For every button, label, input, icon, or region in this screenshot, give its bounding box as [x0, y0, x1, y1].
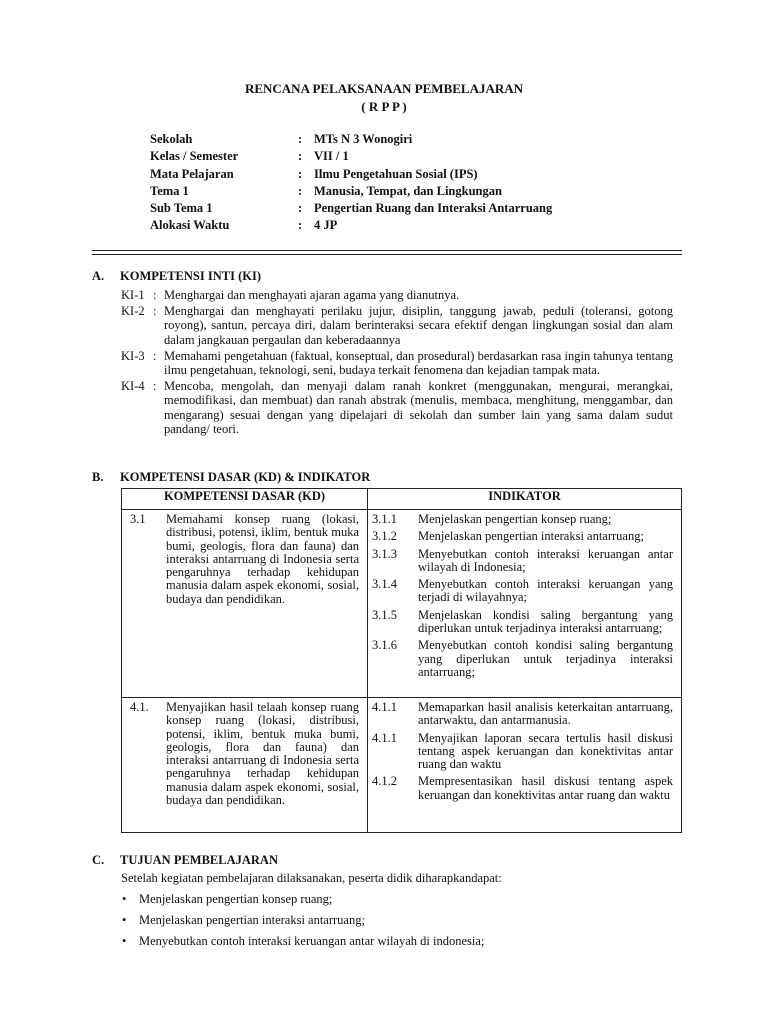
bullet-icon: • [122, 892, 127, 906]
indicator-code: 3.1.4 [372, 577, 397, 592]
identity-label: Tema 1 [150, 183, 189, 198]
indicator-code: 4.1.2 [372, 774, 397, 789]
colon: : [153, 303, 157, 318]
indicator-text: Menyebutkan contoh interaksi keruangan yang terjadi di wilayahnya; [418, 577, 673, 605]
tujuan-intro: Setelah kegiatan pembelajaran dilaksanakan, peserta didik diharapkandapat: [121, 871, 502, 885]
column-header-indikator: INDIKATOR [368, 489, 682, 510]
identity-value: MTs N 3 Wonogiri [314, 132, 413, 146]
indicator-text: Menjelaskan pengertian interaksi antarruang; [418, 529, 644, 544]
kd-indicator-table [121, 488, 682, 833]
colon: : [153, 348, 157, 363]
section-letter: B. [92, 470, 104, 484]
list-item-text: Menjelaskan pengertian konsep ruang; [139, 892, 333, 906]
indicator-item [372, 578, 673, 605]
indicator-text: Menyebutkan contoh interaksi keruangan antar wilayah di Indonesia; [418, 546, 673, 574]
identity-label: Kelas / Semester [150, 149, 239, 164]
indicator-item [372, 732, 673, 772]
identity-block [150, 131, 552, 235]
table-header-row [122, 489, 682, 510]
colon: : [153, 288, 157, 302]
colon: : [298, 149, 303, 164]
indicator-item [372, 530, 673, 543]
identity-row [150, 217, 552, 234]
identity-row [150, 131, 552, 148]
indicator-cell [368, 510, 682, 698]
divider-line [92, 254, 682, 255]
indicator-text: Menjelaskan pengertian konsep ruang; [418, 512, 612, 526]
indicator-item [372, 639, 673, 679]
ki-item [121, 349, 673, 378]
kd-code: 3.1 [130, 512, 146, 526]
section-letter: A. [92, 269, 105, 283]
section-b-heading [92, 470, 370, 485]
indicator-code: 3.1.5 [372, 607, 397, 622]
kd-cell [122, 698, 368, 833]
indicator-item [372, 513, 673, 526]
indicator-code: 4.1.1 [372, 730, 397, 745]
identity-value: Manusia, Tempat, dan Lingkungan [314, 183, 502, 198]
list-item-text: Menyebutkan contoh interaksi keruangan antar wilayah di indonesia; [139, 934, 485, 948]
indicator-text: Mempresentasikan hasil diskusi tentang aspek keruangan dan konektivitas antar ruang dan waktu [418, 774, 673, 802]
ki-item [121, 379, 673, 437]
section-title: KOMPETENSI INTI (KI) [120, 269, 261, 283]
identity-row [150, 200, 552, 217]
indicator-item [372, 701, 673, 728]
identity-row [150, 148, 552, 165]
section-c-heading [92, 853, 278, 868]
indicator-text: Memaparkan hasil analisis keterkaitan antarruang, antarwaktu, dan antarmanusia. [418, 700, 673, 728]
colon: : [298, 132, 303, 146]
kd-text: Menyajikan hasil telaah konsep ruang konsep ruang (lokasi, distribusi, potensi, iklim, bentuk muka bumi, geologis, flora dan fauna) dan interaksi antarruang di Indonesia serta pengaruhnya terhadap kehidupan manusia dalam aspek ekonomi, sosial, budaya dan pendidikan. [166, 700, 359, 808]
indicator-code: 3.1.3 [372, 546, 397, 561]
document-subtitle: ( R P P ) [361, 99, 407, 114]
colon: : [153, 378, 157, 393]
section-title: KOMPETENSI DASAR (KD) & INDIKATOR [120, 470, 371, 484]
section-letter: C. [92, 853, 105, 867]
ki-text: Menghargai dan menghayati perilaku jujur, disiplin, tanggung jawab, peduli (toleransi, gotong royong), santun, percaya diri, dalam berinteraksi secara efektif dengan lingkungan sosial dan alam dalam jangkauan pergaulan dan keberadaannya [164, 303, 673, 347]
section-title: TUJUAN PEMBELAJARAN [120, 853, 278, 867]
column-header-kd: KOMPETENSI DASAR (KD) [122, 489, 368, 510]
identity-value: Pengertian Ruang dan Interaksi Antarruang [314, 201, 553, 216]
kd-cell [122, 510, 368, 698]
indicator-text: Menjelaskan kondisi saling bergantung yang diperlukan untuk terjadinya interaksi antarruang; [418, 607, 673, 636]
identity-row [150, 183, 552, 200]
ki-code: KI-3 [121, 348, 145, 363]
indicator-item [372, 609, 673, 636]
document-title: RENCANA PELAKSANAAN PEMBELAJARAN [244, 81, 524, 96]
list-item [121, 912, 681, 929]
indicator-item [372, 548, 673, 575]
indicator-text: Menyajikan laporan secara tertulis hasil diskusi tentang aspek keruangan dan konektivitas antar ruang dan waktu [418, 730, 673, 772]
divider-line [92, 250, 682, 251]
list-item [121, 933, 681, 950]
indicator-cell [368, 698, 682, 833]
colon: : [298, 201, 303, 216]
bullet-icon: • [122, 934, 127, 948]
identity-label: Mata Pelajaran [150, 166, 234, 181]
indicator-item [372, 775, 673, 802]
ki-code: KI-4 [121, 378, 145, 393]
indicator-code: 3.1.2 [372, 529, 397, 544]
ki-item [121, 288, 673, 303]
identity-value: 4 JP [314, 218, 338, 233]
list-item-text: Menjelaskan pengertian interaksi antarruang; [139, 913, 365, 927]
identity-value: VII / 1 [314, 149, 349, 164]
ki-text: Mencoba, mengolah, dan menyaji dalam ranah konkret (menggunakan, mengurai, merangkai, memodifikasi, dan membuat) dan ranah abstrak (menulis, membaca, menghitung, menggambar, dan mengarang) sesuai dengan yang dipelajari di sekolah dan sumber lain yang sama dalam sudut pandang/ teori. [164, 378, 673, 437]
ki-code: KI-2 [121, 303, 145, 318]
indicator-code: 4.1.1 [372, 700, 397, 714]
ki-item [121, 304, 673, 348]
bullet-icon: • [122, 913, 127, 927]
table-row [122, 510, 682, 698]
kd-text: Memahami konsep ruang (lokasi, distribusi, potensi, iklim, bentuk muka bumi, geologis, flora dan fauna) dan interaksi antarruang di Indonesia serta pengaruhnya terhadap kehidupan manusia dalam aspek ekonomi, sosial, budaya dan pendidikan. [166, 512, 359, 606]
identity-label: Sub Tema 1 [150, 201, 213, 216]
tujuan-block [121, 870, 681, 954]
colon: : [298, 183, 303, 198]
identity-value: Ilmu Pengetahuan Sosial (IPS) [314, 166, 478, 181]
indicator-text: Menyebutkan contoh kondisi saling bergantung yang diperlukan untuk terjadinya interaksi antarruang; [418, 638, 673, 679]
identity-row [150, 166, 552, 183]
ki-text: Menghargai dan menghayati ajaran agama yang dianutnya. [164, 288, 460, 302]
indicator-code: 3.1.6 [372, 638, 397, 653]
identity-label: Sekolah [150, 132, 193, 146]
kd-code: 4.1. [130, 700, 149, 714]
ki-list [121, 288, 673, 438]
ki-text: Memahami pengetahuan (faktual, konseptual, dan prosedural) berdasarkan rasa ingin tahunya tentang ilmu pengetahuan, teknologi, seni, budaya terkait fenomena dan kejadian tampak mata. [164, 348, 673, 378]
section-a-heading [92, 269, 261, 284]
identity-label: Alokasi Waktu [150, 218, 230, 233]
table-row [122, 698, 682, 833]
ki-code: KI-1 [121, 288, 145, 302]
list-item [121, 891, 681, 908]
colon: : [298, 166, 303, 181]
indicator-code: 3.1.1 [372, 512, 397, 526]
colon: : [298, 218, 303, 233]
